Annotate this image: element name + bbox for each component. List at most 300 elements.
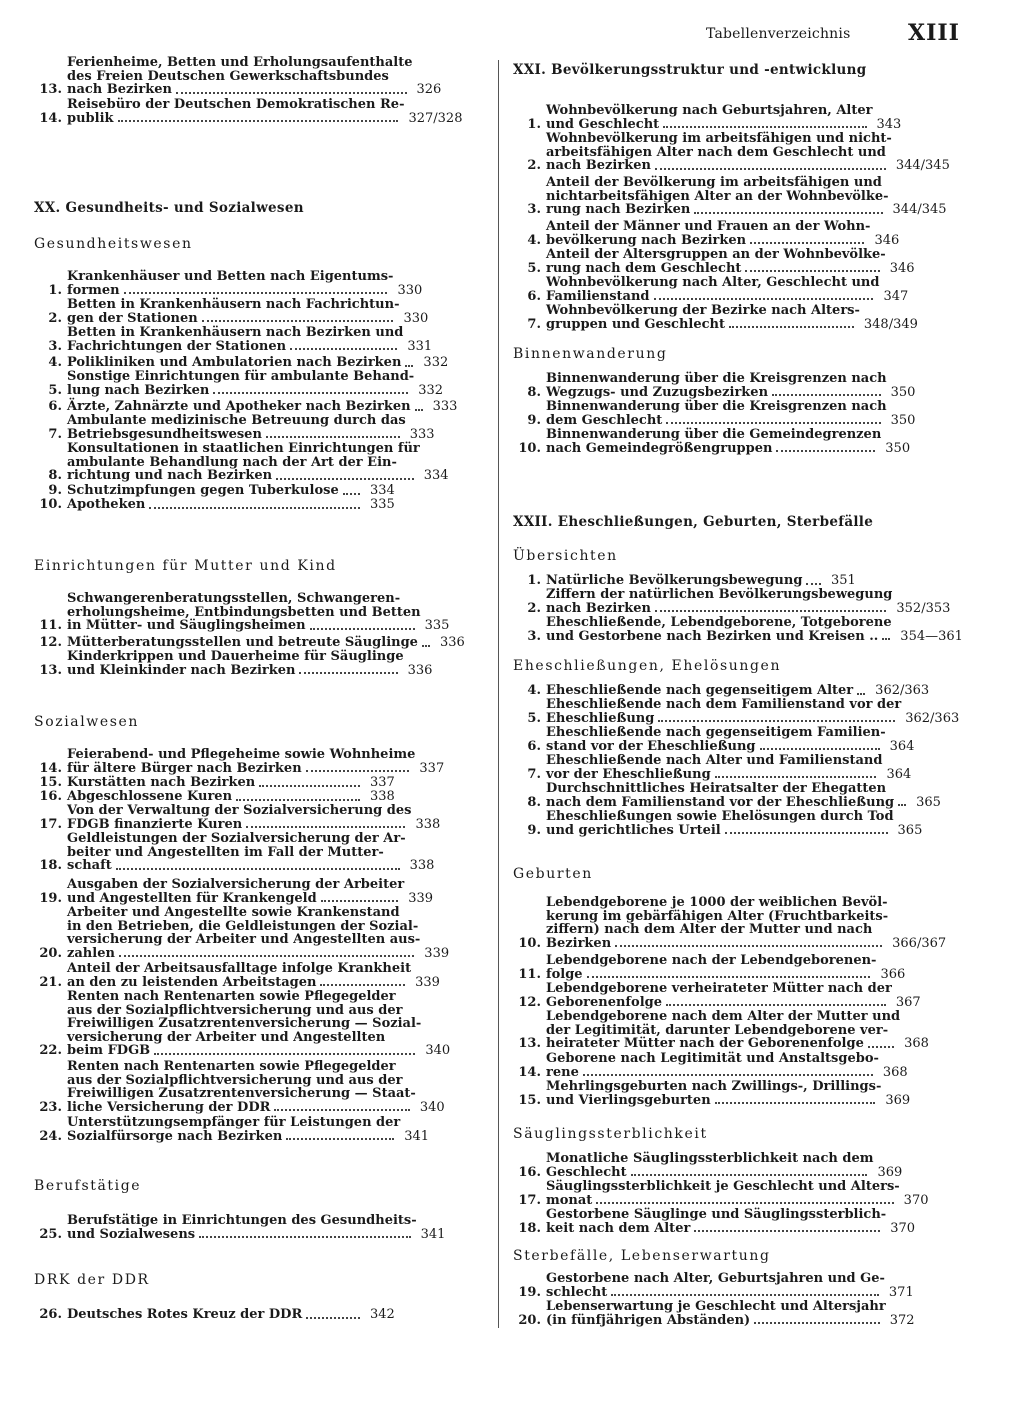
entry-title-line: Feierabend- und Pflegeheime sowie Wohnheime <box>67 747 416 762</box>
leader-dots <box>583 1066 873 1077</box>
leader-dots <box>655 602 886 613</box>
entry-page-ref: 369 <box>885 1092 911 1108</box>
entry-title-line <box>546 1314 886 1328</box>
entry-title-text: lung nach Bezirken <box>67 382 210 398</box>
entry-title <box>67 414 406 441</box>
entry-title-line <box>67 384 414 398</box>
toc-entry <box>513 895 947 951</box>
leader-dots <box>343 484 360 495</box>
entry-page-ref: 340 <box>425 1043 451 1059</box>
toc-entry <box>34 905 450 961</box>
entry-title <box>67 270 393 297</box>
toc-entry <box>513 371 916 400</box>
toc-entry <box>513 399 916 428</box>
toc-entry <box>513 725 915 754</box>
entry-title-line <box>546 740 886 754</box>
leader-dots <box>654 290 874 301</box>
entry-page-ref: 354—361 <box>900 628 963 644</box>
entry-title-line <box>67 1044 421 1058</box>
entry-page-ref: 368 <box>882 1064 908 1080</box>
entry-title <box>546 588 892 615</box>
entry-title-text: Apotheken <box>67 497 146 512</box>
entry-title <box>546 810 894 837</box>
entry-title-line: Wohnbevölkerung im arbeitsfähigen und nicht- <box>546 131 892 146</box>
entry-number: 2. <box>527 158 541 174</box>
entry-number: 13. <box>39 82 62 98</box>
entry-page-ref: 326 <box>416 82 442 98</box>
entry-title-line <box>67 400 429 414</box>
toc-entry <box>513 697 960 726</box>
entry-title <box>546 1152 873 1179</box>
leader-dots <box>754 1314 880 1325</box>
entry-title-line <box>546 630 896 644</box>
leader-dots <box>202 312 394 323</box>
toc-entry <box>513 303 918 332</box>
entry-page-ref: 364 <box>889 738 915 754</box>
entry-title-line: aus der Sozialpflichtversicherung und aus der <box>67 1072 403 1088</box>
entry-title-line <box>67 312 399 326</box>
leader-dots <box>857 684 865 695</box>
entry-title-text: Betriebsgesundheitswesen <box>67 426 262 442</box>
entry-number: 14. <box>39 760 62 776</box>
entry-title-line: versicherung der Arbeiter und Angestellten aus- <box>67 932 421 948</box>
entry-title-line: Wohnbevölkerung der Bezirke nach Alters- <box>546 303 860 318</box>
entry-page-ref: 366 <box>880 966 906 982</box>
entry-title-text: Eheschließende nach gegenseitigem Alter <box>546 683 854 698</box>
leader-dots <box>663 118 866 129</box>
entry-page-ref: 344/345 <box>892 202 947 218</box>
entry-title-line: Lebenserwartung je Geschlecht und Altersjahr <box>546 1299 886 1314</box>
entry-number: 14. <box>518 1064 541 1080</box>
entry-title-line: Mehrlingsgeburten nach Zwillings-, Drillings- <box>546 1079 882 1094</box>
entry-title <box>67 1308 366 1322</box>
entry-title-line: Eheschließungen sowie Ehelösungen durch Tod <box>546 809 894 824</box>
leader-dots <box>266 428 400 439</box>
entry-title-line: Berufstätige in Einrichtungen des Gesundheits- <box>67 1213 417 1228</box>
entry-title-line <box>546 768 882 782</box>
entry-title-line <box>67 1308 366 1322</box>
leader-dots <box>655 159 886 170</box>
entry-title-line <box>67 976 411 990</box>
entry-title-line <box>67 790 366 804</box>
leader-dots <box>772 386 881 397</box>
entry-page-ref: 339 <box>415 974 440 990</box>
entry-title <box>67 990 421 1058</box>
leader-dots <box>422 636 430 647</box>
entry-title-line: Lebendgeborene nach dem Alter der Mutter und <box>546 1009 901 1024</box>
entry-title-text: und Geschlecht <box>546 116 660 132</box>
entry-number: 7. <box>48 426 62 442</box>
toc-entry <box>513 1179 929 1208</box>
entry-title-line <box>546 968 876 982</box>
entry-title-line: der Legitimität, darunter Lebendgeborene ver- <box>546 1022 889 1038</box>
entry-page-ref: 362/363 <box>905 710 960 726</box>
entry-title-text: und Angestellten für Krankengeld <box>67 890 317 906</box>
entry-title-line: Freiwilligen Zusatzrentenversicherung — Sozial- <box>67 1016 422 1032</box>
entry-page-ref: 365 <box>897 822 923 838</box>
entry-title-line <box>546 937 888 951</box>
leader-dots <box>290 340 397 351</box>
toc-entry <box>513 1271 914 1300</box>
entry-number: 15. <box>39 775 62 790</box>
toc-entry <box>513 981 921 1010</box>
toc-entry <box>34 803 441 832</box>
toc-entry <box>34 1116 428 1143</box>
entry-title-text: Bezirken <box>546 935 612 951</box>
entry-title-line: Schwangerenberatungsstellen, Schwangeren- <box>67 591 401 606</box>
entry-page-ref: 350 <box>885 440 911 456</box>
toc-entry <box>513 275 909 304</box>
entry-title-line <box>546 318 860 332</box>
entry-number: 9. <box>48 483 62 498</box>
entry-page-ref: 372 <box>889 1312 915 1328</box>
entry-page-ref: 370 <box>903 1192 929 1208</box>
entry-title-line <box>546 414 887 428</box>
entry-title-text: dem Geschlecht <box>546 412 663 428</box>
section-heading: Eheschließungen, Ehelösungen <box>513 658 782 674</box>
entry-number: 18. <box>518 1220 541 1236</box>
entry-number: 12. <box>39 635 62 650</box>
entry-title-text: gen der Stationen <box>67 310 198 326</box>
entry-page-ref: 332 <box>418 382 444 398</box>
entry-title <box>67 748 415 775</box>
entry-title-line: Reisebüro der Deutschen Demokratischen Re- <box>67 97 405 112</box>
entry-title-line <box>546 1037 900 1051</box>
entry-title <box>546 1272 885 1299</box>
entry-title-line <box>67 498 366 512</box>
entry-page-ref: 343 <box>876 116 902 132</box>
entry-title-line: in den Betrieben, die Geldleistungen der Sozial- <box>67 918 419 934</box>
entry-title-text: Wegzugs- und Zuzugsbezirken <box>546 384 769 400</box>
entry-title-line <box>546 824 894 838</box>
leader-dots <box>750 234 864 245</box>
toc-entry <box>34 1059 445 1115</box>
running-header-title: Tabellenverzeichnis <box>706 26 851 42</box>
entry-page-ref: 339 <box>408 890 434 906</box>
entry-page-ref: 334 <box>423 468 449 484</box>
entry-title <box>546 1052 879 1079</box>
entry-title-text: Familienstand <box>546 288 650 304</box>
entry-title-text: für ältere Bürger nach Bezirken <box>67 760 302 776</box>
entry-title-text: nach Bezirken <box>546 600 651 616</box>
entry-title-line: kerung im gebärfähigen Alter (Fruchtbarkeits- <box>546 908 889 924</box>
entry-title-line: Lebendgeborene nach der Lebendgeborenen- <box>546 953 877 968</box>
toc-entry <box>513 781 941 810</box>
leader-dots <box>658 712 895 723</box>
leader-dots <box>154 1044 415 1055</box>
entry-page-ref: 341 <box>420 1226 446 1242</box>
entry-number: 16. <box>39 789 62 804</box>
leader-dots <box>320 976 405 987</box>
entry-title-text: rung nach dem Geschlecht <box>546 260 742 276</box>
entry-title <box>67 1214 417 1241</box>
entry-title-line <box>546 159 892 173</box>
entry-title-line <box>67 892 404 906</box>
entry-title-text: schaft <box>67 858 112 874</box>
entry-title <box>67 484 366 498</box>
chapter-heading: XXII. Eheschließungen, Geburten, Sterbefälle <box>513 514 874 530</box>
leader-dots <box>631 1166 868 1177</box>
entry-title-line: Lebendgeborene je 1000 der weiblichen Bevöl- <box>546 895 888 910</box>
entry-title-text: Geborenenfolge <box>546 994 662 1010</box>
entry-title-line <box>546 1066 879 1080</box>
entry-page-ref: 348/349 <box>863 316 918 332</box>
toc-entry <box>513 753 912 782</box>
entry-title-line <box>546 602 892 616</box>
entry-title-line: Freiwilligen Zusatzrentenversicherung — Staat- <box>67 1086 416 1102</box>
entry-title <box>546 104 873 131</box>
entry-title <box>67 804 411 831</box>
entry-number: 3. <box>527 202 541 218</box>
toc-entry <box>513 809 923 838</box>
section-heading: DRK der DDR <box>34 1272 150 1288</box>
entry-title-text: und Sozialwesens <box>67 1226 196 1242</box>
entry-title-line <box>67 83 413 97</box>
toc-entry <box>513 587 951 616</box>
toc-entry <box>34 989 451 1059</box>
entry-title <box>546 276 879 303</box>
entry-title-line: arbeitsfähigen Alter nach dem Geschlecht und <box>546 144 886 160</box>
toc-entry <box>34 635 465 650</box>
leader-dots <box>118 112 399 123</box>
entry-number: 19. <box>39 890 62 906</box>
leader-dots <box>274 1101 409 1112</box>
entry-title <box>67 298 399 325</box>
entry-title-line: Geldleistungen der Sozialversicherung der Ar- <box>67 831 406 846</box>
entry-title <box>67 650 404 677</box>
entry-title <box>67 832 406 873</box>
entry-page-ref: 362/363 <box>875 683 930 698</box>
leader-dots <box>119 947 414 958</box>
entry-number: 20. <box>518 1312 541 1328</box>
toc-entry <box>513 574 903 588</box>
toc-entry <box>34 298 428 325</box>
entry-title-text: monat <box>546 1192 593 1208</box>
entry-title-text: Eheschließung <box>546 710 655 726</box>
entry-number: 19. <box>518 1284 541 1300</box>
entry-number: 12. <box>518 994 541 1010</box>
entry-page-ref: 338 <box>415 816 441 832</box>
toc-entry <box>34 1308 428 1322</box>
leader-dots <box>806 574 821 585</box>
leader-dots <box>306 762 410 773</box>
entry-title-line <box>546 684 871 698</box>
entry-title-text: nach Bezirken <box>546 158 651 174</box>
entry-title-line <box>67 356 419 370</box>
entry-title-text: Geschlecht <box>546 1164 627 1180</box>
entry-number: 8. <box>48 468 62 484</box>
toc-entry <box>513 1051 908 1080</box>
entry-title-line: Ferienheime, Betten und Erholungsaufenthalte <box>67 55 413 70</box>
entry-title-line: Eheschließende nach Alter und Familienstand <box>546 753 883 768</box>
entry-title <box>546 372 887 399</box>
entry-title <box>546 428 881 455</box>
entry-number: 1. <box>527 573 541 588</box>
entry-title <box>67 1116 400 1143</box>
entry-title-line: Von der Verwaltung der Sozialversicherung des <box>67 803 412 818</box>
entry-title <box>546 954 876 981</box>
entry-page-ref: 370 <box>890 1220 916 1236</box>
leader-dots <box>276 469 414 480</box>
entry-number: 1. <box>48 282 62 298</box>
entry-title-line <box>67 818 411 832</box>
leader-dots <box>176 83 407 94</box>
section-heading: Geburten <box>513 866 593 882</box>
entry-number: 8. <box>527 794 541 810</box>
entry-page-ref: 336 <box>439 635 465 650</box>
entry-title-text: stand vor der Eheschließung <box>546 738 756 754</box>
entry-page-ref: 350 <box>890 384 916 400</box>
entry-title-line <box>546 262 886 276</box>
leader-dots <box>882 630 890 641</box>
entry-title-text: Schutzimpfungen gegen Tuberkulose <box>67 483 339 498</box>
leader-dots <box>666 996 886 1007</box>
entry-title <box>546 782 912 809</box>
entry-page-ref: 346 <box>874 232 900 248</box>
entry-page-ref: 340 <box>419 1099 445 1115</box>
entry-title-text: Ärzte, Zahnärzte und Apotheker nach Bezirken <box>67 399 411 414</box>
toc-entry <box>34 441 449 484</box>
entry-title-text: Fachrichtungen der Stationen <box>67 338 287 354</box>
toc-entry <box>513 615 963 644</box>
toc-entry <box>513 1079 911 1108</box>
toc-entry <box>34 55 442 98</box>
entry-title <box>67 776 366 790</box>
entry-title-line <box>546 1194 900 1208</box>
entry-title <box>67 878 404 905</box>
entry-title-text: (in fünfjährigen Abständen) <box>546 1312 751 1328</box>
entry-title-line <box>67 340 403 354</box>
entry-title-line: Konsultationen in staatlichen Einrichtungen für <box>67 441 420 456</box>
entry-title-text: heirateter Mütter nach der Geborenenfolge <box>546 1036 864 1052</box>
toc-entry <box>513 1207 916 1236</box>
leader-dots <box>199 1228 411 1239</box>
toc-entry <box>513 1152 903 1179</box>
entry-number: 17. <box>39 816 62 832</box>
entry-title-text: nach Gemeindegrößengruppen <box>546 440 773 456</box>
entry-title-line: Gestorbene nach Alter, Geburtsjahren und Ge- <box>546 1271 885 1286</box>
toc-entry <box>34 776 428 790</box>
toc-entry <box>513 683 930 698</box>
entry-title-line: Wohnbevölkerung nach Geburtsjahren, Alter <box>546 103 873 118</box>
entry-title-line: Sonstige Einrichtungen für ambulante Behand- <box>67 369 415 384</box>
entry-title-line <box>546 1286 885 1300</box>
chapter-heading: XXI. Bevölkerungsstruktur und -entwicklung <box>513 62 867 78</box>
entry-title-line: ziffern) nach dem Alter der Mutter und nach <box>546 922 873 938</box>
entry-title-line: Krankenhäuser und Betten nach Eigentums- <box>67 269 394 284</box>
toc-entry <box>34 399 458 414</box>
entry-page-ref: 368 <box>904 1036 929 1052</box>
entry-number: 6. <box>527 738 541 754</box>
entry-title-line: Renten nach Rentenarten sowie Pflegegelder <box>67 989 396 1004</box>
entry-title <box>67 790 366 804</box>
leader-dots <box>149 498 360 509</box>
leader-dots <box>729 318 854 329</box>
leader-dots <box>776 442 875 453</box>
entry-number: 13. <box>39 662 62 678</box>
entry-title <box>546 616 896 643</box>
entry-title-line <box>546 386 887 400</box>
entry-page-ref: 344/345 <box>895 158 950 174</box>
entry-page-ref: 352/353 <box>896 600 951 616</box>
leader-dots <box>760 740 880 751</box>
entry-title-line <box>67 1101 416 1115</box>
toc-entry <box>34 877 434 906</box>
entry-title-line: aus der Sozialpflichtversicherung und aus der <box>67 1002 403 1018</box>
entry-title-line: Unterstützungsempfänger für Leistungen der <box>67 1115 401 1130</box>
entry-title-line <box>67 947 420 961</box>
entry-title-text: Kurstätten nach Bezirken <box>67 775 256 790</box>
toc-entry <box>34 325 433 354</box>
toc-entry <box>513 1299 915 1328</box>
entry-title-text: zahlen <box>67 945 115 961</box>
entry-page-ref: 337 <box>370 775 395 790</box>
toc-entry <box>513 427 911 456</box>
toc-entry <box>34 355 449 370</box>
entry-title-line <box>546 1166 873 1180</box>
entry-number: 13. <box>518 1036 541 1052</box>
entry-number: 7. <box>527 316 541 332</box>
section-heading: Einrichtungen für Mutter und Kind <box>34 558 337 574</box>
toc-entry <box>34 1213 446 1242</box>
entry-title-line <box>67 284 393 298</box>
entry-title <box>546 132 892 173</box>
entry-number: 22. <box>39 1043 62 1059</box>
entry-number: 26. <box>39 1307 62 1322</box>
entry-title-line <box>546 234 870 248</box>
entry-number: 14. <box>39 110 62 126</box>
entry-title <box>67 592 421 633</box>
entry-title-text: Polikliniken und Ambulatorien nach Bezirken <box>67 355 402 370</box>
entry-title <box>546 982 892 1009</box>
entry-page-ref: 347 <box>883 288 909 304</box>
entry-number: 7. <box>527 766 541 782</box>
section-heading: Säuglingssterblichkeit <box>513 1126 708 1142</box>
entry-title <box>546 698 901 725</box>
entry-title-line <box>67 776 366 790</box>
chapter-heading: XX. Gesundheits- und Sozialwesen <box>34 200 304 216</box>
entry-number: 21. <box>39 974 62 990</box>
entry-number: 8. <box>527 384 541 400</box>
entry-title-line: erholungsheime, Entbindungsbetten und Betten <box>67 604 421 620</box>
entry-number: 6. <box>527 288 541 304</box>
entry-title-text: und Vierlingsgeburten <box>546 1092 711 1108</box>
toc-entry <box>34 831 435 874</box>
entry-page-ref: 346 <box>889 260 915 276</box>
entry-title-line: beiter und Angestellten im Fall der Mutter- <box>67 844 384 860</box>
toc-entry <box>513 1009 929 1052</box>
entry-page-ref: 339 <box>424 945 450 961</box>
column-divider <box>498 60 499 1328</box>
entry-title <box>546 1300 886 1327</box>
leader-dots <box>611 1286 879 1297</box>
entry-title-line <box>67 664 404 678</box>
entry-title-line: Anteil der Bevölkerung im arbeitsfähigen und <box>546 175 882 190</box>
entry-title-line: Eheschließende, Lebendgeborene, Totgeborene <box>546 615 892 630</box>
entry-page-ref: 333 <box>409 426 435 442</box>
entry-page-ref: 367 <box>895 994 921 1010</box>
leader-dots <box>213 384 408 395</box>
toc-entry <box>34 591 450 634</box>
entry-title-text: an den zu leistenden Arbeitstagen <box>67 974 317 990</box>
entry-page-ref: 335 <box>424 618 450 634</box>
entry-page-ref: 350 <box>890 412 916 428</box>
entry-number: 6. <box>48 399 62 414</box>
entry-title <box>67 1060 416 1114</box>
entry-title-text: vor der Eheschließung <box>546 766 711 782</box>
entry-title-line: Arbeiter und Angestellte sowie Krankenstand <box>67 905 400 920</box>
entry-title-text: richtung und nach Bezirken <box>67 468 273 484</box>
